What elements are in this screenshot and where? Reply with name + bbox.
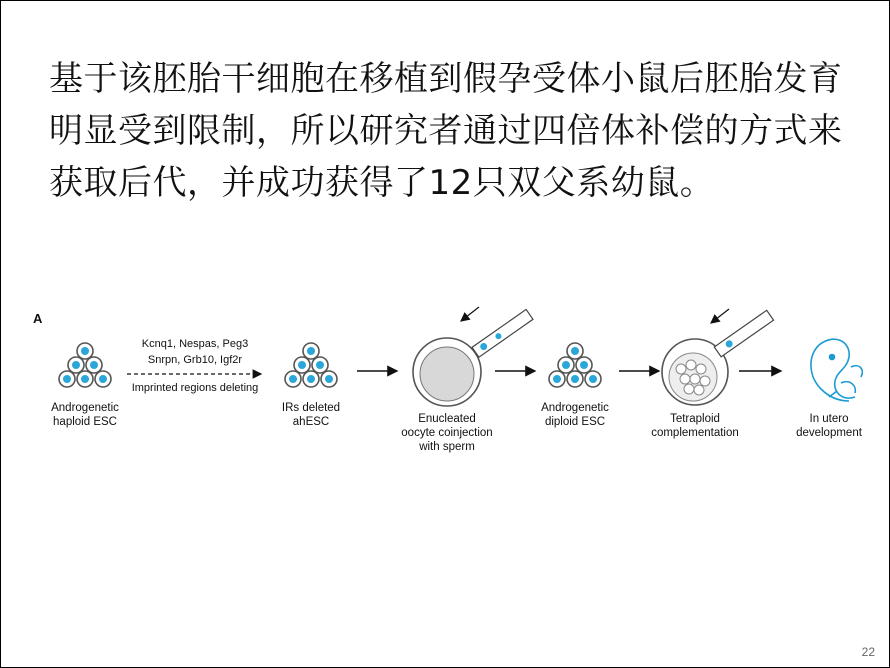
panel-label: A — [33, 311, 43, 326]
tetraploid-label-1: Tetraploid — [670, 413, 720, 425]
ahesc-cluster — [285, 343, 337, 387]
haploid-label-2: haploid ESC — [53, 416, 117, 428]
utero-label-1: In utero — [809, 413, 849, 425]
imprinted-regions-label: Imprinted regions deleting — [131, 382, 259, 394]
title-line-2: 明显受到限制，所以研究者通过四倍体补偿的方式来 — [49, 111, 843, 151]
figure-svg — [29, 297, 869, 467]
title-line-1: 基于该胚胎干细胞在移植到假孕受体小鼠后胚胎发育 — [49, 59, 843, 99]
title-line-3: 获取后代，并成功获得了12只双父系幼鼠。 — [49, 163, 715, 203]
diploid-label-2: diploid ESC — [544, 416, 606, 428]
experiment-figure — [29, 297, 869, 467]
tetraploid-label-2: complementation — [651, 427, 739, 439]
deleted-genes-line-2: Snrpn, Grb10, Igf2r — [147, 354, 243, 366]
irs-label-2: ahESC — [292, 416, 330, 428]
slide-title — [49, 53, 859, 209]
deleted-genes-line-1: Kcnq1, Nespas, Peg3 — [141, 338, 249, 350]
embryo-illustration — [811, 339, 862, 401]
haploid-label-1: Androgenetic — [51, 402, 119, 414]
irs-label-1: IRs deleted — [281, 402, 341, 414]
oocyte-injection — [413, 307, 533, 406]
page-number: 22 — [861, 645, 875, 659]
diploid-esc-cluster — [549, 343, 601, 387]
utero-label-2: development — [796, 427, 862, 439]
coinjection-label-3: with sperm — [419, 441, 475, 453]
coinjection-label-1: Enucleated — [418, 413, 476, 425]
tetraploid-embryo — [662, 309, 774, 405]
haploid-esc-cluster — [59, 343, 111, 387]
coinjection-label-2: oocyte coinjection — [401, 427, 493, 439]
diploid-label-1: Androgenetic — [541, 402, 609, 414]
